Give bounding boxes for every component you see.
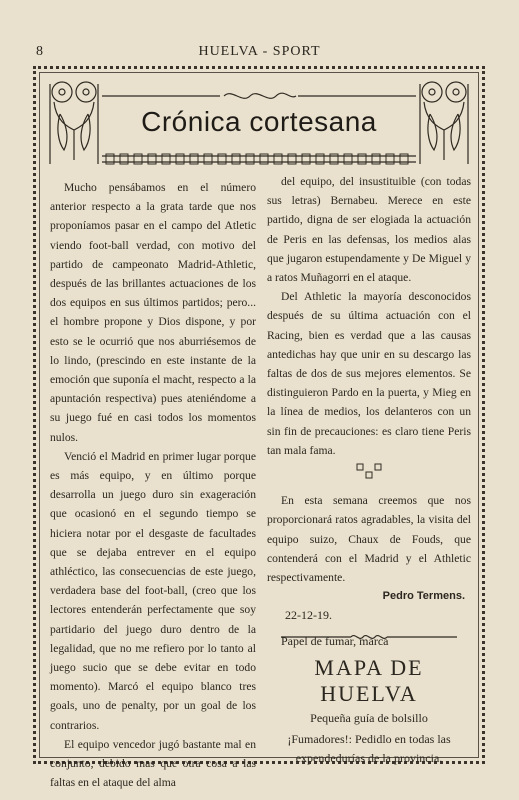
paragraph: del equipo, del insustituible (con todas sus letras) Bernabeu. Merece en este partido, digna de ser elogiada la actuación de Peris en las defensas, los medios alas que jugaron estupendamente y De Miguel y a ratos Muñagorri en el ataque.	[267, 175, 471, 285]
paragraph: El equipo vencedor jugó bastante mal en conjunto, debido mas que otra cosa a las faltas en el ataque del alma	[50, 737, 256, 790]
paragraph: En esta semana creemos que nos proporcionará ratos agradables, la visita del equipo suizo, Chaux de Fouds, que contenderá con el Madrid y el Athletic respectivamente.	[267, 494, 471, 585]
article-date: 22-12-19.	[285, 608, 332, 623]
paragraph: Mucho pensábamos en el número anterior respecto a la grata tarde que nos proponíamos pasar en el campo del Atletic viendo foot-ball verdad, con motivo del partido de campeonato Madrid-Athletic, después de las brillantes actuaciones de los dos equipos en sus últimos partidos; pero... el hombre propone y Dios dispone, y por esto se le ocurrió que nos aburriésemos de lo lindo, (prescindo en este instante de la emoción que suponía el macht, respecto a la apuntación respectiva) pues ateniéndome a su juego fué en casi todos los momentos nulos.	[50, 181, 256, 444]
paragraph: Del Athletic la mayoría desconocidos después de su última actuación con el Racing, bien es verdad que a las causas antedichas hay que unir en su descargo las faltas de dos de sus mejores elementos. Se distinguieron Pardo en la puerta, y Mieg en la línea de medios, los delanteros con un sin fin de precauciones: es claro tiene Peris tan mala fama.	[267, 290, 471, 457]
advertisement	[267, 634, 471, 768]
article-title: Crónica cortesana	[141, 106, 377, 137]
ad-brand: MAPA DE HUELVA	[314, 655, 424, 706]
paragraph: Venció el Madrid en primer lugar porque es más equipo, y en último porque desarrolla un juego duro sin exageración que ocasionó en el segundo tiempo se hiciera notar por el desgaste de facultades que se dejaba entrever en el equipo athléctico, las consecuencias de este juego, verdadera base del foot-ball, (creo que los lectores entenderán perfectamente que soy partidario del juego duro dentro de la legalidad, que no me refiero por lo tanto al juego sucio que se debe evitar en todo momento). Marcó el equipo blanco tres goals, uno de penalty, por un goal de los contrarios.	[50, 449, 256, 732]
article-banner	[46, 80, 472, 168]
ad-subtitle: Pequeña guía de bolsillo	[310, 711, 428, 725]
left-column	[50, 178, 256, 793]
page-number: 8	[36, 44, 43, 59]
right-column	[267, 172, 471, 648]
author-signature: Pedro Termens.	[382, 590, 465, 603]
section-break-icon	[267, 462, 471, 487]
publication-title: HUELVA - SPORT	[198, 44, 321, 59]
ad-slogan: ¡Fumadores!: Pedidlo en todas las expendedurías de la provincia.	[287, 732, 451, 765]
ad-intro: Papel de fumar, marca	[281, 634, 389, 648]
